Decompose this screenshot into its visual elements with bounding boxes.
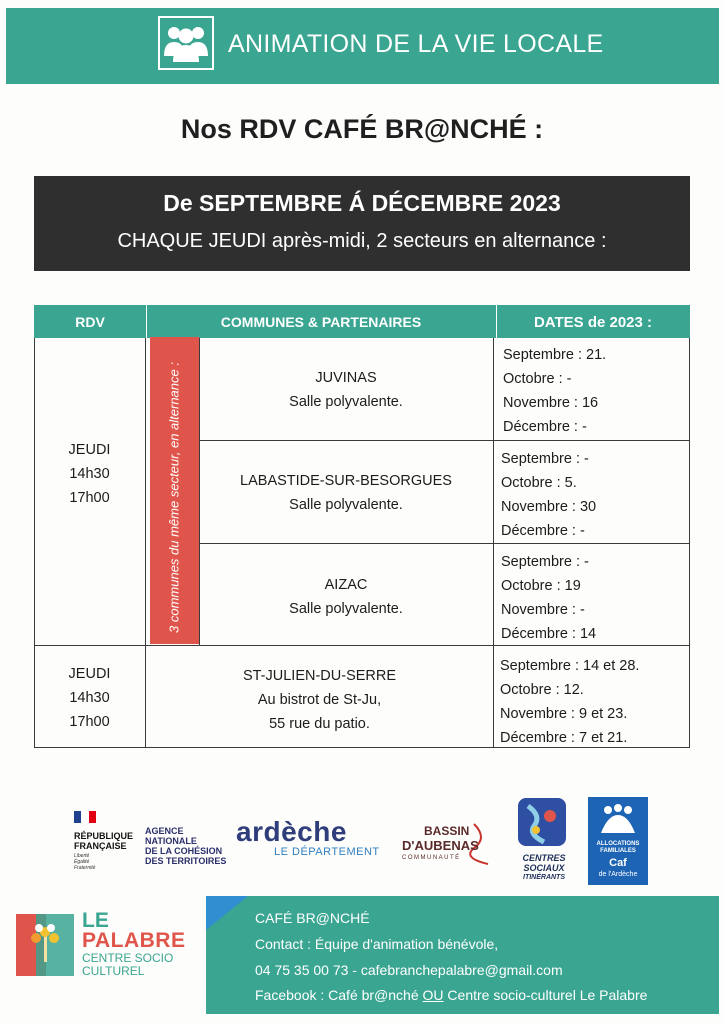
logo-text: Liberté xyxy=(74,853,90,859)
corner-accent-icon xyxy=(206,896,248,930)
commune-place: Salle polyvalente. xyxy=(289,394,403,410)
commune-place: Salle polyvalente. xyxy=(289,497,403,513)
date-item: Octobre : 12. xyxy=(500,682,584,698)
date-item: Novembre : 9 et 23. xyxy=(500,706,628,722)
logo-text: COMMUNAUTÉ xyxy=(402,855,461,861)
date-item: Novembre : 16 xyxy=(503,395,599,411)
commune-name: LABASTIDE-SUR-BESORGUES xyxy=(240,473,452,489)
centres-sociaux-logo xyxy=(514,796,574,883)
dates-cell-aizac xyxy=(501,550,681,646)
date-item: Décembre : 7 et 21. xyxy=(500,730,628,746)
logo-text: D'AUBENAS xyxy=(402,838,479,853)
date-item: Décembre : 14 xyxy=(501,626,597,642)
ardeche-logo xyxy=(236,818,380,858)
family-icon xyxy=(598,803,638,837)
date-item: Décembre : - xyxy=(501,523,585,539)
header-title: ANIMATION DE LA VIE LOCALE xyxy=(228,30,604,58)
marianne-icon xyxy=(74,811,96,823)
date-item: Octobre : 5. xyxy=(501,475,577,491)
commune-cell-juvinas xyxy=(199,366,493,414)
date-item: Septembre : 14 et 28. xyxy=(500,658,640,674)
anct-logo xyxy=(145,826,226,866)
rdv-day: JEUDI xyxy=(68,666,111,682)
logo-text: CENTRES xyxy=(522,853,566,863)
date-item: Novembre : 30 xyxy=(501,499,597,515)
logo-text: Fraternité xyxy=(74,865,96,871)
date-item: Octobre : 19 xyxy=(501,578,581,594)
rdv-start: 14h30 xyxy=(69,466,110,482)
header-divider xyxy=(496,305,497,338)
logo-text: Égalité xyxy=(74,859,90,865)
logo-text: de l'Ardèche xyxy=(598,871,638,878)
rdv-end: 17h00 xyxy=(69,490,110,506)
commune-place: Au bistrot de St-Ju, xyxy=(257,692,382,708)
date-item: Septembre : 21. xyxy=(503,347,607,363)
republique-francaise-logo xyxy=(74,810,133,871)
logo-text: ardèche xyxy=(236,816,347,847)
sector-note: 3 communes du même secteur, en alternance : xyxy=(166,362,182,633)
logo-text: LE xyxy=(82,909,109,932)
commune-cell-labastide xyxy=(199,469,493,517)
logo-text: ITINÉRANTS xyxy=(523,874,565,881)
table-border xyxy=(493,338,494,645)
logo-text: PALABRE xyxy=(82,929,186,952)
logo-text: NATIONALE xyxy=(145,836,197,846)
rdv-end: 17h00 xyxy=(69,714,110,730)
footer-cafe: CAFÉ BR@NCHÉ xyxy=(255,910,370,926)
caf-logo xyxy=(588,797,648,885)
logo-text: ALLOCATIONS xyxy=(596,841,640,847)
period-title: De SEPTEMBRE Á DÉCEMBRE 2023 xyxy=(163,190,561,216)
logo-text: DES TERRITOIRES xyxy=(145,856,227,866)
rdv-cell xyxy=(34,438,145,510)
footer-phone-email: 04 75 35 00 73 - cafebranchepalabre@gmail.com xyxy=(255,962,563,978)
date-item: Novembre : - xyxy=(501,602,585,618)
logo-text: Caf xyxy=(609,857,627,869)
logo-text: AGENCE xyxy=(145,826,184,836)
dates-cell-st-julien xyxy=(500,654,686,750)
logo-text: FRANÇAISE xyxy=(74,841,127,851)
commune-name: ST-JULIEN-DU-SERRE xyxy=(242,668,397,684)
table-border xyxy=(199,543,690,544)
footer-facebook-ou: OU xyxy=(422,987,444,1003)
map-pin-icon xyxy=(514,796,570,848)
date-item: Décembre : - xyxy=(503,419,587,435)
commune-name: JUVINAS xyxy=(315,370,377,386)
footer-facebook xyxy=(255,987,647,1003)
header-dates: DATES de 2023 : xyxy=(533,314,653,331)
table-border xyxy=(199,440,690,441)
rdv-day: JEUDI xyxy=(68,442,111,458)
logo-text: BASSIN xyxy=(424,824,470,838)
commune-address: 55 rue du patio. xyxy=(269,716,370,732)
commune-place: Salle polyvalente. xyxy=(289,601,403,617)
logo-text: SOCIAUX xyxy=(523,863,565,873)
date-item: Septembre : - xyxy=(501,554,589,570)
logo-text: FAMILIALES xyxy=(600,848,636,854)
logo-text: CENTRE SOCIO xyxy=(82,951,174,965)
logo-text: RÉPUBLIQUE xyxy=(74,831,134,841)
date-item: Septembre : - xyxy=(501,451,589,467)
date-item: Octobre : - xyxy=(503,371,572,387)
footer-contact: Contact : Équipe d'animation bénévole, xyxy=(255,936,499,952)
header-rdv: RDV xyxy=(75,314,105,330)
logo-text: CULTUREL xyxy=(82,964,145,978)
people-group-icon xyxy=(158,16,214,70)
commune-name: AIZAC xyxy=(324,577,368,593)
commune-cell-st-julien xyxy=(146,664,493,736)
rdv-cell xyxy=(34,662,145,734)
tree-icon xyxy=(14,912,76,978)
period-subtitle: CHAQUE JEUDI après-midi, 2 secteurs en alternance : xyxy=(117,230,607,252)
logo-text: DE LA COHÉSION xyxy=(145,846,223,856)
commune-cell-aizac xyxy=(199,573,493,621)
table-border xyxy=(493,645,494,747)
dates-cell-juvinas xyxy=(503,343,683,439)
le-palabre-logo xyxy=(14,909,190,978)
footer-facebook-a: Facebook : Café br@nché xyxy=(255,987,423,1003)
dates-cell-labastide xyxy=(501,447,681,543)
logo-text: LE DÉPARTEMENT xyxy=(274,846,380,858)
page-title: Nos RDV CAFÉ BR@NCHÉ : xyxy=(180,114,544,144)
header-communes: COMMUNES & PARTENAIRES xyxy=(220,314,422,330)
footer-facebook-b: Centre socio-culturel Le Palabre xyxy=(443,987,648,1003)
rdv-start: 14h30 xyxy=(69,690,110,706)
header-divider xyxy=(146,305,147,338)
